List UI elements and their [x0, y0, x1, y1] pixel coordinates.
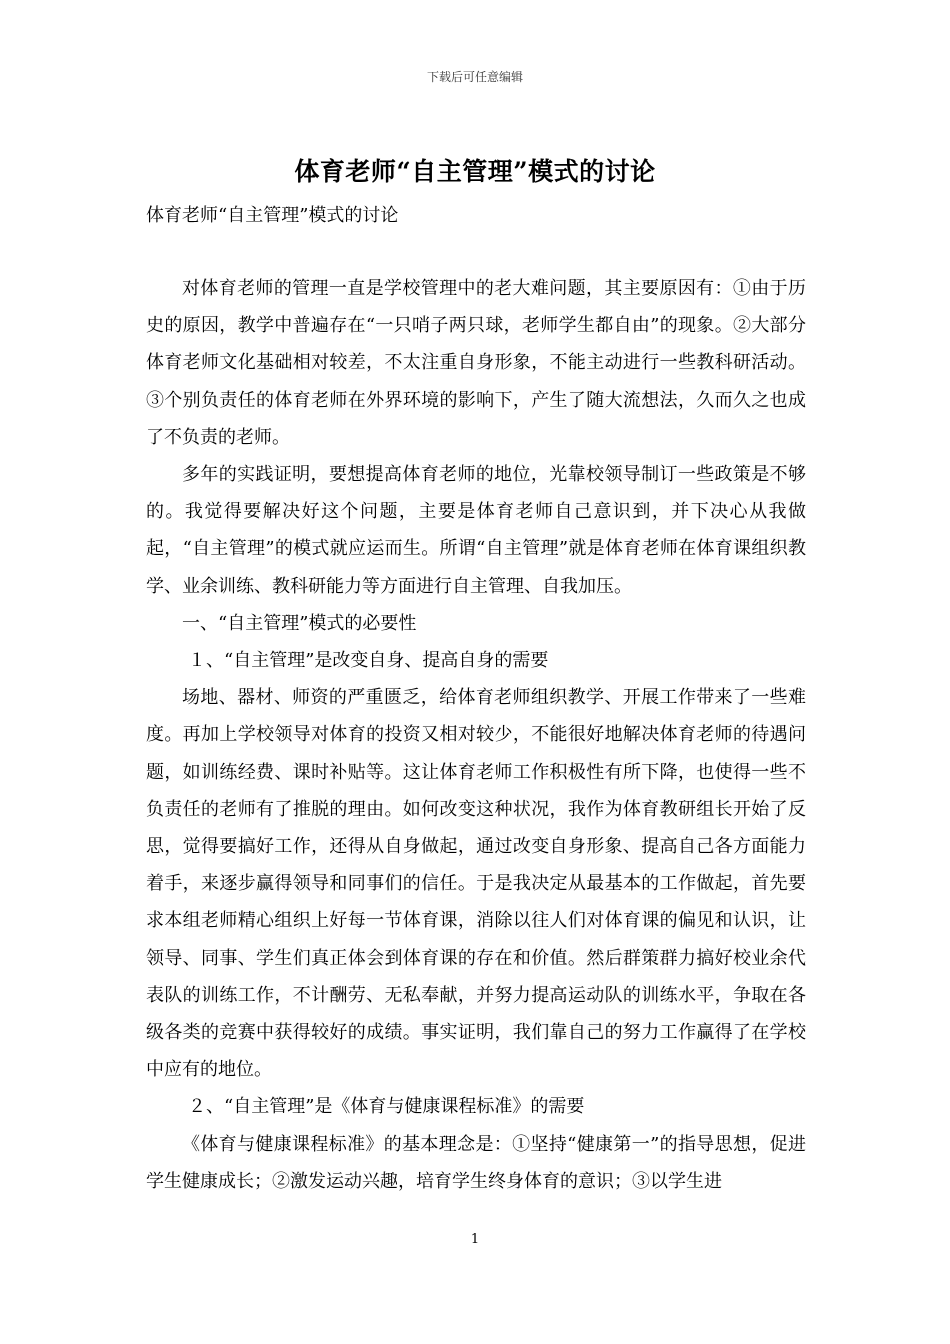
- subsection-heading: ２、“自主管理”是《体育与健康课程标准》的需要: [188, 1096, 585, 1118]
- paragraph: 多年的实践证明，要想提高体育老师的地位，光靠校领导制订一些政策是不够的。我觉得要解决好这个问题，主要是体育老师自己意识到，并下决心从我做起，“自主管理”的模式就应运而生。所谓“自主管理”就是体育老师在体育课组织教学、业余训练、教科研能力等方面进行自主管理、自我加压。: [146, 464, 806, 597]
- subsection-heading: １、“自主管理”是改变自身、提高自身的需要: [188, 650, 549, 672]
- paragraph: 对体育老师的管理一直是学校管理中的老大难问题，其主要原因有：①由于历史的原因，教学中普遍存在“一只哨子两只球，老师学生都自由”的现象。②大部分体育老师文化基础相对较差，不太注重自身形象，不能主动进行一些教科研活动。③个别负责任的体育老师在外界环境的影响下，产生了随大流想法，久而久之也成了不负责的老师。: [146, 278, 806, 448]
- document-subtitle: 体育老师“自主管理”模式的讨论: [146, 205, 399, 226]
- paragraph: 场地、器材、师资的严重匮乏，给体育老师组织教学、开展工作带来了一些难度。再加上学校领导对体育的投资又相对较少，不能很好地解决体育老师的待遇问题，如训练经费、课时补贴等。这让体育老师工作积极性有所下降，也使得一些不负责任的老师有了推脱的理由。如何改变这种状况，我作为体育教研组长开始了反思，觉得要搞好工作，还得从自身做起，通过改变自身形象、提高自己各方面能力着手，来逐步赢得领导和同事们的信任。于是我决定从最基本的工作做起，首先要求本组老师精心组织上好每一节体育课，消除以往人们对体育课的偏见和认识，让领导、同事、学生们真正体会到体育课的存在和价值。然后群策群力搞好校业余代表队的训练工作，不计酬劳、无私奉献，并努力提高运动队的训练水平，争取在各级各类的竞赛中获得较好的成绩。事实证明，我们靠自己的努力工作赢得了在学校中应有的地位。: [146, 687, 806, 1081]
- page-number: 1: [470, 1232, 480, 1247]
- document-title: 体育老师“自主管理”模式的讨论: [294, 157, 656, 186]
- document-body: [146, 270, 806, 1200]
- paragraph: 《体育与健康课程标准》的基本理念是：①坚持“健康第一”的指导思想，促进学生健康成长；②激发运动兴趣，培育学生终身体育的意识；③以学生进: [146, 1133, 806, 1192]
- header-note: 下载后可任意编辑: [426, 70, 523, 84]
- section-heading: 一、“自主管理”模式的必要性: [182, 612, 417, 634]
